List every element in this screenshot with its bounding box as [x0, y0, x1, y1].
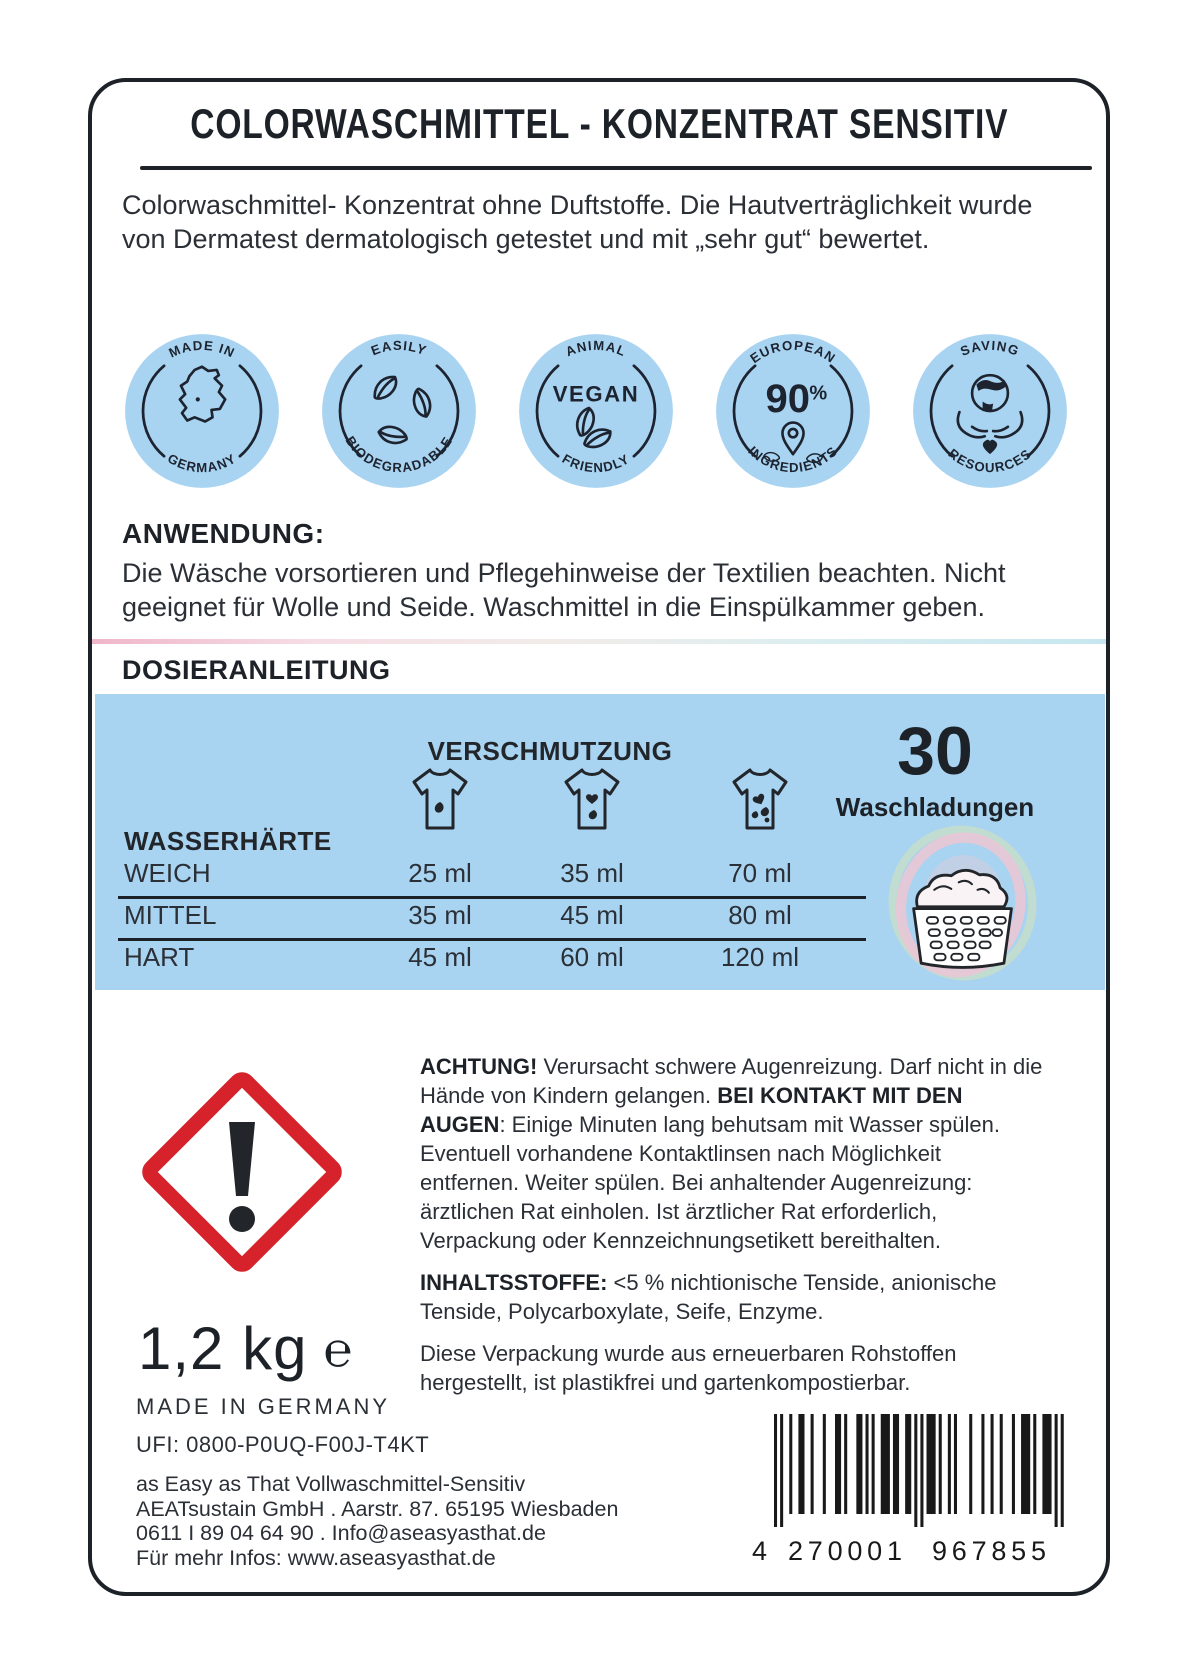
- barcode-digit-first: 4: [752, 1536, 768, 1564]
- eye-contact-label: BEI KONTAKT MIT DEN AUGEN: [420, 1083, 963, 1137]
- badge-european-ingredients: [714, 332, 872, 490]
- table-row-divider: [118, 896, 866, 899]
- badge-center-label: VEGAN: [552, 381, 640, 407]
- estimated-sign: ℮: [323, 1324, 354, 1377]
- intro-text: Colorwaschmittel- Konzentrat ohne Duftstoffe. Die Hautverträglichkeit wurde von Dermatest dermatologisch getestet und mit „sehr gut“ bewertet.: [122, 190, 1033, 254]
- barcode-digits-right: 967855: [932, 1536, 1046, 1564]
- dose-value: 120 ml: [720, 942, 800, 972]
- ufi-code: UFI: 0800-P0UQ-F00J-T4KT: [136, 1432, 430, 1457]
- title-box: [88, 78, 1110, 170]
- barcode: [750, 1414, 1070, 1564]
- tshirt-heavy-soiling-icon: [729, 766, 791, 832]
- badge-easily-biodegradable: [320, 332, 478, 490]
- badge-saving-resources: [911, 332, 1069, 490]
- badge-bottom-label: RESOURCES: [945, 445, 1035, 476]
- company-line: AEATsustain GmbH . Aarstr. 87. 65195 Wiesbaden: [136, 1496, 619, 1521]
- page-title: COLORWASCHMITTEL - KONZENTRAT SENSITIV: [189, 100, 1009, 147]
- warning-text-block: [420, 1052, 1044, 1397]
- title-divider: [140, 166, 1092, 170]
- weight-value: 1,2 kg: [138, 1315, 308, 1382]
- tshirt-medium-soiling-icon: [561, 766, 623, 832]
- dose-value: 60 ml: [560, 942, 624, 972]
- badge-bottom-label: FRIENDLY: [559, 450, 633, 476]
- dose-row-label: MITTEL: [124, 900, 217, 930]
- badge-top-label: EASILY: [368, 337, 430, 359]
- dose-row-label: WEICH: [124, 858, 211, 888]
- anwendung-heading: ANWENDUNG:: [122, 518, 325, 549]
- badge-top-label: ANIMAL: [563, 337, 629, 360]
- barcode-digits-left: 270001: [788, 1536, 902, 1564]
- dose-value: 25 ml: [408, 858, 472, 888]
- website-line: Für mehr Infos: www.aseasyasthat.de: [136, 1545, 496, 1570]
- wash-loads-number: 30: [897, 713, 973, 789]
- laundry-basket-icon: [885, 824, 1041, 982]
- dose-value: 80 ml: [728, 900, 792, 930]
- soiling-column-header: VERSCHMUTZUNG: [427, 736, 673, 766]
- hazard-statement: ACHTUNG! Verursacht schwere Augenreizung. Darf nicht in die Hände von Kindern gelangen. BEI KONTAKT MIT DEN AUGEN: Einige Minuten lang behutsam mit Wasser spülen. Eventuell vorhandene Kontaktlinsen nach Möglichkeit entfernen. Weiter spülen. Bei anhaltender Augenreizung: ärztlichen Rat einholen. Ist ärztlicher Rat erforderlich, Verpackung oder Kennzeichnungsetikett bereithalten.: [420, 1054, 1043, 1253]
- dose-value: 70 ml: [728, 858, 792, 888]
- dose-value: 45 ml: [408, 942, 472, 972]
- badge-top-label: MADE IN: [166, 337, 238, 361]
- badge-row: [123, 332, 1069, 490]
- packaging-note: Diese Verpackung wurde aus erneuerbaren Rohstoffen hergestellt, ist plastikfrei und gartenkompostierbar.: [420, 1341, 957, 1395]
- dose-row-label: HART: [124, 942, 195, 972]
- dosing-heading: DOSIERANLEITUNG: [122, 655, 391, 685]
- product-name-line: as Easy as That Vollwaschmittel-Sensitiv: [136, 1472, 526, 1496]
- anwendung-text: Die Wäsche vorsortieren und Pflegehinweise der Textilien beachten. Nicht geeignet für Wolle und Seide. Waschmittel in die Einspülkammer geben.: [122, 558, 1006, 622]
- dose-value: 35 ml: [408, 900, 472, 930]
- net-weight: [138, 1314, 353, 1383]
- badge-percent-number: 90: [765, 377, 810, 422]
- inhaltsstoffe-label: INHALTSSTOFFE:: [420, 1270, 608, 1295]
- table-row-divider: [118, 938, 866, 941]
- tshirt-light-soiling-icon: [409, 766, 471, 832]
- made-in-germany-label: MADE IN GERMANY: [136, 1394, 391, 1419]
- section-divider: [92, 639, 1106, 644]
- ghs-warning-diamond-icon: [132, 1062, 352, 1282]
- badge-bottom-label: INGREDIENTS: [745, 443, 841, 476]
- dose-value: 45 ml: [560, 900, 624, 930]
- ingredients-statement: INHALTSSTOFFE: <5 % nichtionische Tenside, anionische Tenside, Polycarboxylate, Seife, Enzyme.: [420, 1270, 997, 1324]
- badge-made-in-germany: [123, 332, 281, 490]
- badge-top-label: SAVING: [958, 337, 1022, 359]
- wash-loads-label: Waschladungen: [835, 792, 1035, 822]
- badge-bottom-label: GERMANY: [164, 450, 240, 476]
- badge-top-label: EUROPEAN: [747, 337, 839, 367]
- badge-percent-symbol: %: [809, 382, 828, 405]
- manufacturer-address: [136, 1472, 618, 1570]
- contact-line: 0611 I 89 04 64 90 . Info@aseasyasthat.de: [136, 1521, 546, 1545]
- badge-vegan-animal-friendly: [517, 332, 675, 490]
- barcode-bars: [774, 1414, 1064, 1527]
- dose-value: 35 ml: [560, 858, 624, 888]
- badge-bottom-label: BIODEGRADABLE: [342, 433, 456, 476]
- water-hardness-header: WASSERHÄRTE: [124, 826, 332, 856]
- achtung-label: ACHTUNG!: [420, 1054, 538, 1079]
